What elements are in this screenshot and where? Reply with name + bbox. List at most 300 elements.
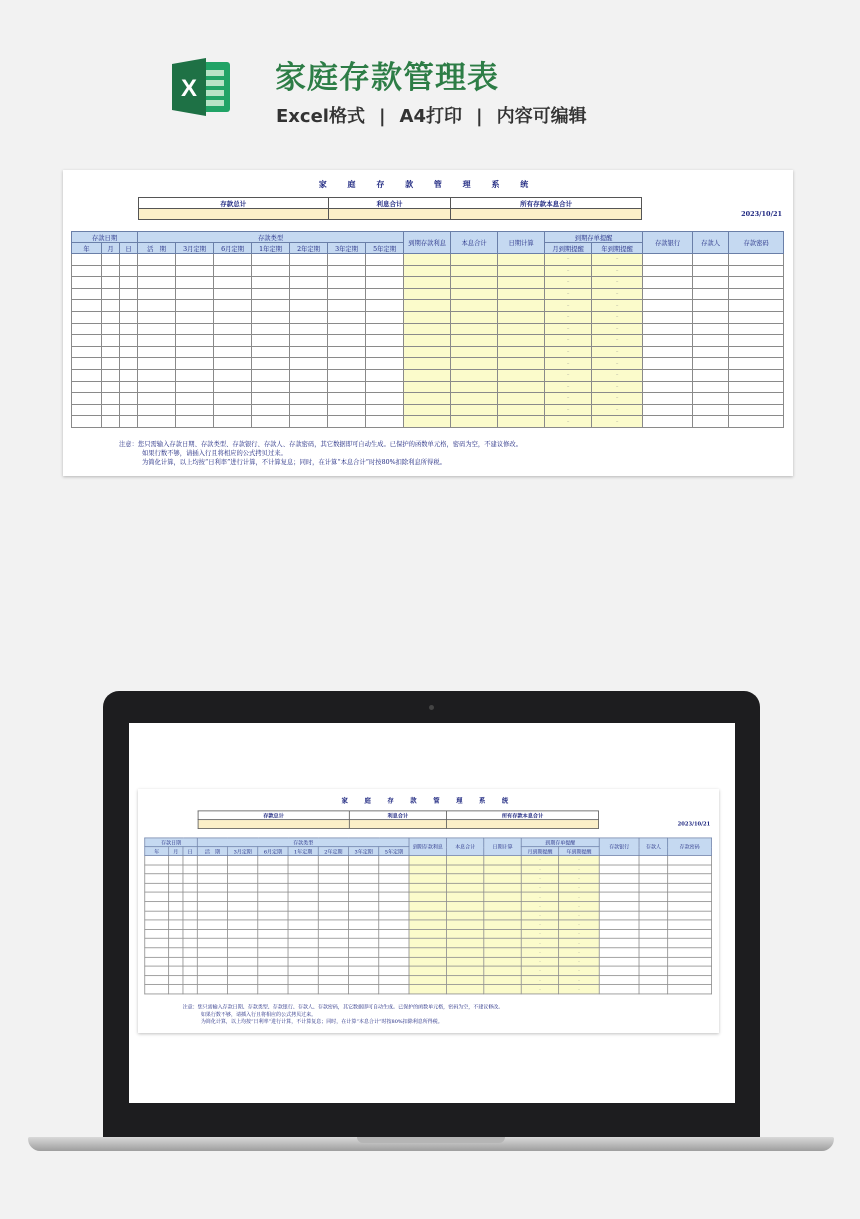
table-cell[interactable]: – [592,323,643,335]
table-cell[interactable] [366,335,404,347]
table-cell[interactable] [451,288,498,300]
table-cell[interactable] [288,883,318,892]
table-cell[interactable] [214,381,252,393]
table-cell[interactable] [328,393,366,405]
table-cell[interactable] [349,865,379,874]
table-cell[interactable] [145,948,169,957]
table-cell[interactable]: – [559,957,600,966]
table-cell[interactable] [379,902,409,911]
table-cell[interactable] [138,404,176,416]
table-cell[interactable] [169,902,183,911]
table-cell[interactable] [252,323,290,335]
table-cell[interactable] [599,911,639,920]
table-cell[interactable] [120,300,138,312]
table-cell[interactable] [349,874,379,883]
table-cell[interactable] [120,369,138,381]
table-cell[interactable] [498,346,545,358]
table-cell[interactable] [176,381,214,393]
table-cell[interactable] [404,300,451,312]
table-cell[interactable] [639,892,668,901]
table-cell[interactable] [484,883,521,892]
table-cell[interactable] [72,335,102,347]
table-cell[interactable] [668,975,712,984]
table-cell[interactable] [228,902,258,911]
table-cell[interactable] [446,948,483,957]
table-cell[interactable] [197,985,227,994]
principal-interest-total-value[interactable] [451,209,642,220]
table-cell[interactable] [214,369,252,381]
table-cell[interactable] [498,381,545,393]
table-cell[interactable] [318,966,348,975]
table-cell[interactable] [197,855,227,864]
table-cell[interactable] [599,929,639,938]
table-cell[interactable] [729,335,784,347]
table-cell[interactable] [409,929,446,938]
table-cell[interactable] [409,865,446,874]
table-cell[interactable] [668,966,712,975]
table-cell[interactable] [484,939,521,948]
table-cell[interactable]: – [545,404,592,416]
table-cell[interactable]: – [545,300,592,312]
table-cell[interactable] [366,300,404,312]
table-cell[interactable] [451,381,498,393]
table-cell[interactable] [252,254,290,266]
table-cell[interactable] [404,404,451,416]
table-cell[interactable] [258,883,288,892]
table-cell[interactable] [176,277,214,289]
table-cell[interactable] [214,300,252,312]
table-cell[interactable] [668,920,712,929]
table-cell[interactable] [102,393,120,405]
table-cell[interactable]: – [559,892,600,901]
table-cell[interactable] [214,288,252,300]
table-cell[interactable] [288,948,318,957]
table-cell[interactable] [145,957,169,966]
table-cell[interactable]: – [521,855,558,864]
table-cell[interactable] [451,254,498,266]
table-cell[interactable] [379,975,409,984]
table-cell[interactable] [138,381,176,393]
table-cell[interactable]: – [559,939,600,948]
table-cell[interactable] [498,393,545,405]
table-cell[interactable] [484,920,521,929]
table-cell[interactable] [290,381,328,393]
table-cell[interactable] [72,393,102,405]
table-cell[interactable] [599,985,639,994]
table-cell[interactable] [639,975,668,984]
table-cell[interactable] [379,939,409,948]
table-cell[interactable] [214,346,252,358]
table-cell[interactable] [258,902,288,911]
table-cell[interactable] [328,311,366,323]
table-cell[interactable] [484,957,521,966]
table-cell[interactable]: – [592,358,643,370]
table-cell[interactable]: – [592,311,643,323]
table-cell[interactable] [138,369,176,381]
table-cell[interactable] [379,957,409,966]
table-cell[interactable]: – [559,948,600,957]
table-cell[interactable] [328,404,366,416]
table-cell[interactable] [318,865,348,874]
table-cell[interactable] [693,381,729,393]
table-cell[interactable] [214,358,252,370]
table-cell[interactable] [599,957,639,966]
table-cell[interactable] [288,892,318,901]
table-cell[interactable] [102,323,120,335]
table-cell[interactable] [643,404,693,416]
table-cell[interactable] [214,335,252,347]
table-cell[interactable] [318,902,348,911]
table-cell[interactable] [288,865,318,874]
table-cell[interactable] [404,311,451,323]
table-cell[interactable] [318,939,348,948]
table-cell[interactable] [145,892,169,901]
table-cell[interactable] [693,323,729,335]
table-cell[interactable] [288,902,318,911]
table-cell[interactable] [446,966,483,975]
table-cell[interactable] [366,277,404,289]
table-cell[interactable] [404,323,451,335]
table-cell[interactable]: – [545,346,592,358]
table-cell[interactable] [693,277,729,289]
table-cell[interactable] [288,911,318,920]
table-cell[interactable] [349,966,379,975]
table-cell[interactable] [599,902,639,911]
table-cell[interactable]: – [559,911,600,920]
table-cell[interactable] [693,369,729,381]
table-cell[interactable] [366,323,404,335]
table-cell[interactable] [228,948,258,957]
table-cell[interactable] [102,346,120,358]
table-cell[interactable] [668,985,712,994]
table-cell[interactable] [366,254,404,266]
table-cell[interactable] [366,404,404,416]
table-cell[interactable] [639,911,668,920]
table-cell[interactable] [252,288,290,300]
table-cell[interactable] [318,911,348,920]
table-cell[interactable] [484,874,521,883]
table-cell[interactable] [379,883,409,892]
table-cell[interactable] [643,335,693,347]
table-cell[interactable] [643,265,693,277]
table-cell[interactable] [72,369,102,381]
deposit-total-value[interactable] [198,820,349,829]
table-cell[interactable] [484,911,521,920]
table-cell[interactable] [446,855,483,864]
table-cell[interactable] [228,985,258,994]
table-cell[interactable] [138,358,176,370]
table-cell[interactable]: – [545,416,592,428]
table-cell[interactable] [258,966,288,975]
table-cell[interactable] [169,957,183,966]
table-cell[interactable]: – [592,346,643,358]
table-cell[interactable] [328,277,366,289]
table-cell[interactable] [404,288,451,300]
table-cell[interactable] [639,902,668,911]
table-cell[interactable] [197,883,227,892]
table-cell[interactable] [446,957,483,966]
table-cell[interactable] [366,265,404,277]
table-cell[interactable] [404,381,451,393]
table-cell[interactable] [145,975,169,984]
table-cell[interactable] [138,277,176,289]
table-cell[interactable] [72,381,102,393]
table-cell[interactable] [102,254,120,266]
table-cell[interactable]: – [521,874,558,883]
table-cell[interactable] [639,957,668,966]
table-cell[interactable] [252,335,290,347]
table-cell[interactable] [318,929,348,938]
table-cell[interactable] [138,346,176,358]
table-cell[interactable] [379,855,409,864]
table-cell[interactable] [145,985,169,994]
table-cell[interactable] [197,865,227,874]
table-cell[interactable] [72,288,102,300]
table-cell[interactable] [379,929,409,938]
table-cell[interactable] [169,911,183,920]
table-cell[interactable]: – [559,865,600,874]
table-cell[interactable] [599,883,639,892]
table-cell[interactable] [366,416,404,428]
table-cell[interactable] [693,346,729,358]
table-cell[interactable] [120,335,138,347]
table-cell[interactable] [643,323,693,335]
table-cell[interactable]: – [545,311,592,323]
table-cell[interactable] [328,288,366,300]
table-cell[interactable] [258,865,288,874]
table-cell[interactable] [102,335,120,347]
table-cell[interactable] [404,346,451,358]
table-cell[interactable] [693,335,729,347]
table-cell[interactable] [183,975,197,984]
table-cell[interactable] [176,300,214,312]
table-cell[interactable] [290,311,328,323]
table-cell[interactable] [668,902,712,911]
table-cell[interactable] [693,265,729,277]
table-cell[interactable]: – [521,929,558,938]
table-cell[interactable] [120,288,138,300]
table-cell[interactable] [258,892,288,901]
table-cell[interactable] [668,948,712,957]
table-cell[interactable] [169,855,183,864]
table-cell[interactable] [446,892,483,901]
table-cell[interactable] [169,874,183,883]
table-cell[interactable] [379,966,409,975]
table-cell[interactable] [102,277,120,289]
table-cell[interactable] [729,346,784,358]
table-cell[interactable] [599,865,639,874]
table-cell[interactable] [409,911,446,920]
table-cell[interactable] [639,865,668,874]
table-cell[interactable] [252,369,290,381]
table-cell[interactable] [484,892,521,901]
table-cell[interactable] [498,358,545,370]
interest-total-value[interactable] [349,820,447,829]
table-cell[interactable] [318,855,348,864]
table-cell[interactable] [693,404,729,416]
table-cell[interactable] [729,369,784,381]
table-cell[interactable]: – [545,335,592,347]
table-cell[interactable] [498,288,545,300]
table-cell[interactable] [258,985,288,994]
table-cell[interactable] [409,855,446,864]
table-cell[interactable] [290,323,328,335]
table-cell[interactable]: – [592,416,643,428]
table-cell[interactable] [404,254,451,266]
table-cell[interactable] [451,393,498,405]
table-cell[interactable] [258,939,288,948]
table-cell[interactable] [252,416,290,428]
table-cell[interactable] [451,300,498,312]
table-cell[interactable] [214,254,252,266]
table-cell[interactable] [446,975,483,984]
table-cell[interactable] [379,920,409,929]
table-cell[interactable] [409,883,446,892]
table-cell[interactable] [183,911,197,920]
table-cell[interactable] [318,948,348,957]
table-cell[interactable] [145,911,169,920]
table-cell[interactable] [349,929,379,938]
table-cell[interactable] [214,393,252,405]
table-cell[interactable] [451,369,498,381]
table-cell[interactable] [290,393,328,405]
table-cell[interactable] [349,902,379,911]
table-cell[interactable] [228,975,258,984]
table-cell[interactable] [366,288,404,300]
table-cell[interactable] [379,911,409,920]
table-cell[interactable] [197,948,227,957]
table-cell[interactable] [176,288,214,300]
table-cell[interactable]: – [592,277,643,289]
table-cell[interactable] [102,311,120,323]
table-cell[interactable] [169,966,183,975]
table-cell[interactable]: – [545,323,592,335]
table-cell[interactable] [197,902,227,911]
table-cell[interactable] [169,948,183,957]
table-cell[interactable] [197,874,227,883]
table-cell[interactable] [145,902,169,911]
table-cell[interactable]: – [521,902,558,911]
table-cell[interactable] [366,346,404,358]
table-cell[interactable] [484,975,521,984]
table-cell[interactable]: – [521,883,558,892]
table-cell[interactable] [290,404,328,416]
table-cell[interactable]: – [592,369,643,381]
table-cell[interactable] [197,957,227,966]
table-cell[interactable] [228,911,258,920]
table-cell[interactable]: – [559,929,600,938]
table-cell[interactable] [102,369,120,381]
table-cell[interactable] [446,865,483,874]
table-cell[interactable] [328,381,366,393]
table-cell[interactable] [451,323,498,335]
table-cell[interactable] [138,311,176,323]
table-cell[interactable] [404,393,451,405]
table-cell[interactable] [318,892,348,901]
table-cell[interactable] [102,416,120,428]
table-cell[interactable] [409,985,446,994]
table-cell[interactable] [643,277,693,289]
table-cell[interactable] [668,892,712,901]
table-cell[interactable] [228,892,258,901]
table-cell[interactable]: – [521,966,558,975]
table-cell[interactable] [599,948,639,957]
table-cell[interactable] [318,874,348,883]
table-cell[interactable]: – [521,985,558,994]
table-cell[interactable] [498,323,545,335]
table-cell[interactable] [366,311,404,323]
table-cell[interactable] [349,948,379,957]
table-cell[interactable]: – [521,957,558,966]
table-cell[interactable] [484,855,521,864]
table-cell[interactable] [599,892,639,901]
table-cell[interactable] [252,381,290,393]
table-cell[interactable] [366,393,404,405]
table-cell[interactable] [72,265,102,277]
table-cell[interactable] [451,416,498,428]
table-cell[interactable] [183,883,197,892]
table-cell[interactable] [120,393,138,405]
table-cell[interactable] [729,323,784,335]
table-cell[interactable] [145,939,169,948]
table-cell[interactable] [349,920,379,929]
table-cell[interactable] [290,416,328,428]
table-cell[interactable] [693,254,729,266]
table-cell[interactable]: – [521,939,558,948]
table-cell[interactable] [668,883,712,892]
table-cell[interactable] [252,358,290,370]
table-cell[interactable] [498,277,545,289]
table-cell[interactable]: – [559,902,600,911]
table-cell[interactable]: – [592,381,643,393]
table-cell[interactable] [446,920,483,929]
table-cell[interactable] [599,855,639,864]
table-cell[interactable] [145,929,169,938]
table-cell[interactable]: – [592,288,643,300]
table-cell[interactable] [693,358,729,370]
table-cell[interactable] [446,985,483,994]
table-cell[interactable]: – [559,975,600,984]
table-cell[interactable] [668,911,712,920]
table-cell[interactable] [404,416,451,428]
table-cell[interactable] [484,902,521,911]
table-cell[interactable] [183,957,197,966]
table-cell[interactable] [328,346,366,358]
table-cell[interactable] [290,358,328,370]
table-cell[interactable] [643,288,693,300]
table-cell[interactable] [169,929,183,938]
table-cell[interactable] [290,265,328,277]
table-cell[interactable] [176,358,214,370]
table-cell[interactable] [404,277,451,289]
interest-total-value[interactable] [328,209,451,220]
table-cell[interactable] [288,939,318,948]
table-cell[interactable] [120,311,138,323]
table-cell[interactable] [197,911,227,920]
table-cell[interactable] [138,300,176,312]
table-cell[interactable] [176,311,214,323]
table-cell[interactable] [693,311,729,323]
table-cell[interactable] [258,975,288,984]
table-cell[interactable] [409,902,446,911]
table-cell[interactable] [72,358,102,370]
table-cell[interactable] [404,265,451,277]
table-cell[interactable]: – [545,393,592,405]
table-cell[interactable] [328,265,366,277]
principal-interest-total-value[interactable] [447,820,599,829]
table-cell[interactable] [639,929,668,938]
table-cell[interactable] [643,369,693,381]
